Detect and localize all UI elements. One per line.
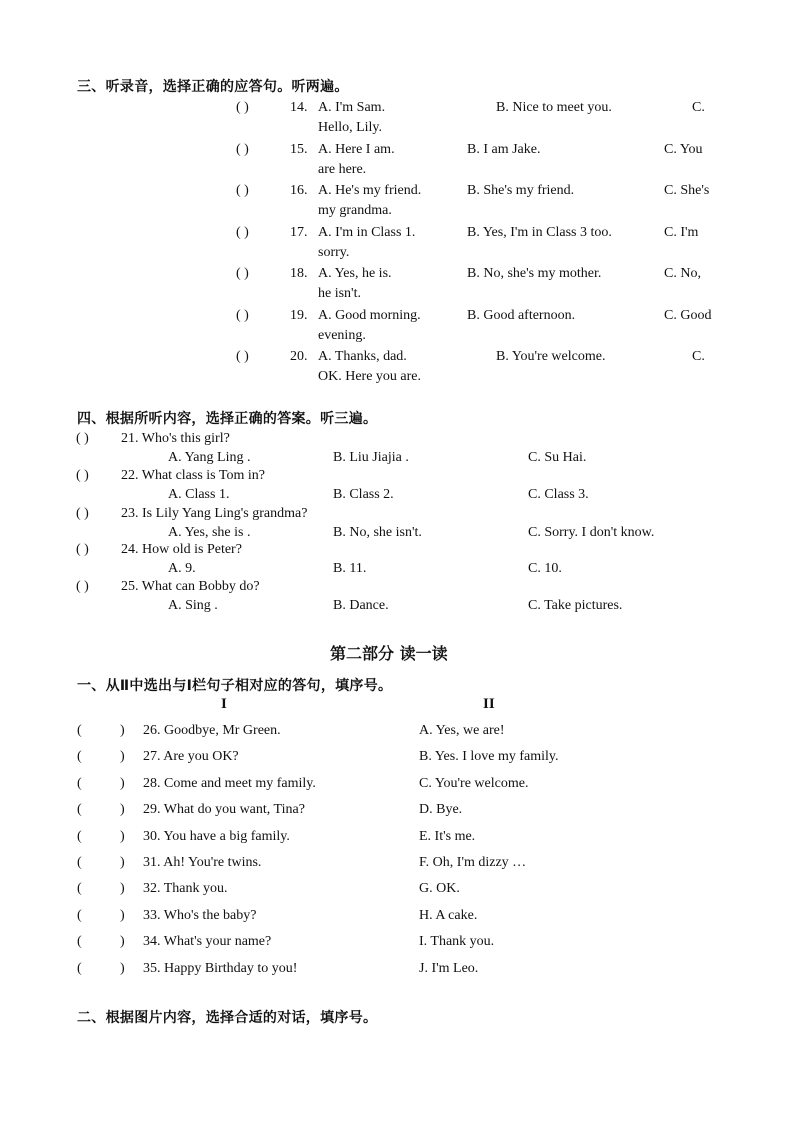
column-ii-answer: J. I'm Leo. (419, 961, 479, 976)
answer-bracket-open: ( (77, 776, 82, 791)
column-ii-header: II (483, 696, 495, 712)
option-a: A. Yes, he is. (318, 266, 392, 281)
question-number: 19. (290, 308, 308, 323)
answer-bracket-close: ) (120, 802, 125, 817)
column-ii-answer: B. Yes. I love my family. (419, 749, 559, 764)
answer-bracket: ( ) (236, 100, 249, 115)
column-i-header: I (221, 696, 227, 712)
option-b: B. Liu Jiajia . (333, 450, 409, 465)
answer-bracket-close: ) (120, 908, 125, 923)
answer-bracket: ( ) (236, 266, 249, 281)
answer-bracket: ( ) (236, 349, 249, 364)
option-c-continued: are here. (318, 162, 367, 177)
option-a: A. Sing . (168, 598, 218, 613)
answer-bracket-open: ( (77, 723, 82, 738)
answer-bracket-close: ) (120, 934, 125, 949)
column-i-sentence: 27. Are you OK? (143, 749, 239, 764)
question-text: 22. What class is Tom in? (121, 468, 265, 483)
answer-bracket: ( ) (76, 542, 89, 557)
column-i-sentence: 35. Happy Birthday to you! (143, 961, 298, 976)
question-number: 15. (290, 142, 308, 157)
column-ii-answer: A. Yes, we are! (419, 723, 505, 738)
answer-bracket-open: ( (77, 908, 82, 923)
column-ii-answer: I. Thank you. (419, 934, 495, 949)
answer-bracket-close: ) (120, 961, 125, 976)
question-text: 25. What can Bobby do? (121, 579, 260, 594)
part2-section2-heading: 二、根据图片内容，选择合适的对话，填序号。 (77, 1010, 378, 1026)
question-text: 23. Is Lily Yang Ling's grandma? (121, 506, 308, 521)
answer-bracket: ( ) (236, 142, 249, 157)
option-b: B. You're welcome. (496, 349, 606, 364)
question-number: 18. (290, 266, 308, 281)
part2-title: 第二部分 读一读 (330, 644, 448, 663)
answer-bracket-close: ) (120, 776, 125, 791)
column-ii-answer: G. OK. (419, 881, 460, 896)
answer-bracket-open: ( (77, 802, 82, 817)
option-a: A. Yes, she is . (168, 525, 251, 540)
option-c: C. Su Hai. (528, 450, 587, 465)
question-number: 20. (290, 349, 308, 364)
option-c-continued: my grandma. (318, 203, 392, 218)
question-number: 16. (290, 183, 308, 198)
column-i-sentence: 31. Ah! You're twins. (143, 855, 262, 870)
column-i-sentence: 29. What do you want, Tina? (143, 802, 305, 817)
column-ii-answer: F. Oh, I'm dizzy … (419, 855, 527, 870)
option-c: C. (692, 100, 705, 115)
answer-bracket-close: ) (120, 855, 125, 870)
option-b: B. I am Jake. (467, 142, 541, 157)
answer-bracket-open: ( (77, 855, 82, 870)
option-b: B. Class 2. (333, 487, 394, 502)
column-ii-answer: H. A cake. (419, 908, 478, 923)
option-c: C. No, (664, 266, 701, 281)
option-b: B. No, she isn't. (333, 525, 422, 540)
answer-bracket: ( ) (236, 183, 249, 198)
answer-bracket-open: ( (77, 749, 82, 764)
option-c-continued: evening. (318, 328, 366, 343)
column-i-sentence: 26. Goodbye, Mr Green. (143, 723, 281, 738)
option-c-continued: Hello, Lily. (318, 120, 383, 135)
option-c: C. She's (664, 183, 710, 198)
option-b: B. Dance. (333, 598, 389, 613)
option-c: C. You (664, 142, 703, 157)
question-number: 14. (290, 100, 308, 115)
column-ii-answer: C. You're welcome. (419, 776, 529, 791)
option-a: A. 9. (168, 561, 196, 576)
option-a: A. I'm Sam. (318, 100, 386, 115)
answer-bracket: ( ) (76, 506, 89, 521)
option-c: C. Sorry. I don't know. (528, 525, 655, 540)
option-a: A. Good morning. (318, 308, 421, 323)
answer-bracket-close: ) (120, 723, 125, 738)
option-c: C. Good (664, 308, 712, 323)
answer-bracket: ( ) (76, 468, 89, 483)
answer-bracket-open: ( (77, 881, 82, 896)
answer-bracket: ( ) (76, 579, 89, 594)
option-a: A. Here I am. (318, 142, 395, 157)
column-ii-answer: E. It's me. (419, 829, 476, 844)
option-c-continued: he isn't. (318, 286, 361, 301)
section3-heading: 三、听录音，选择正确的应答句。听两遍。 (77, 79, 349, 95)
option-c: C. 10. (528, 561, 562, 576)
column-ii-answer: D. Bye. (419, 802, 463, 817)
column-i-sentence: 32. Thank you. (143, 881, 228, 896)
option-b: B. Nice to meet you. (496, 100, 612, 115)
option-b: B. Yes, I'm in Class 3 too. (467, 225, 612, 240)
option-c: C. I'm (664, 225, 699, 240)
answer-bracket-open: ( (77, 934, 82, 949)
option-a: A. He's my friend. (318, 183, 422, 198)
question-text: 24. How old is Peter? (121, 542, 242, 557)
answer-bracket-close: ) (120, 881, 125, 896)
option-c: C. (692, 349, 705, 364)
question-number: 17. (290, 225, 308, 240)
answer-bracket-open: ( (77, 829, 82, 844)
option-c-continued: sorry. (318, 245, 350, 260)
answer-bracket-close: ) (120, 829, 125, 844)
column-i-sentence: 33. Who's the baby? (143, 908, 257, 923)
section4-heading: 四、根据所听内容，选择正确的答案。听三遍。 (77, 411, 378, 427)
column-i-sentence: 30. You have a big family. (143, 829, 290, 844)
option-a: A. I'm in Class 1. (318, 225, 416, 240)
answer-bracket: ( ) (236, 225, 249, 240)
question-text: 21. Who's this girl? (121, 431, 230, 446)
option-c-continued: OK. Here you are. (318, 369, 422, 384)
option-b: B. No, she's my mother. (467, 266, 602, 281)
part2-section1-heading: 一、从Ⅱ中选出与Ⅰ栏句子相对应的答句，填序号。 (77, 678, 393, 694)
column-i-sentence: 28. Come and meet my family. (143, 776, 316, 791)
option-a: A. Yang Ling . (168, 450, 251, 465)
option-c: C. Take pictures. (528, 598, 623, 613)
option-b: B. Good afternoon. (467, 308, 576, 323)
option-b: B. She's my friend. (467, 183, 575, 198)
option-a: A. Class 1. (168, 487, 230, 502)
option-c: C. Class 3. (528, 487, 589, 502)
answer-bracket: ( ) (76, 431, 89, 446)
option-b: B. 11. (333, 561, 367, 576)
answer-bracket-open: ( (77, 961, 82, 976)
answer-bracket: ( ) (236, 308, 249, 323)
option-a: A. Thanks, dad. (318, 349, 407, 364)
answer-bracket-close: ) (120, 749, 125, 764)
column-i-sentence: 34. What's your name? (143, 934, 272, 949)
